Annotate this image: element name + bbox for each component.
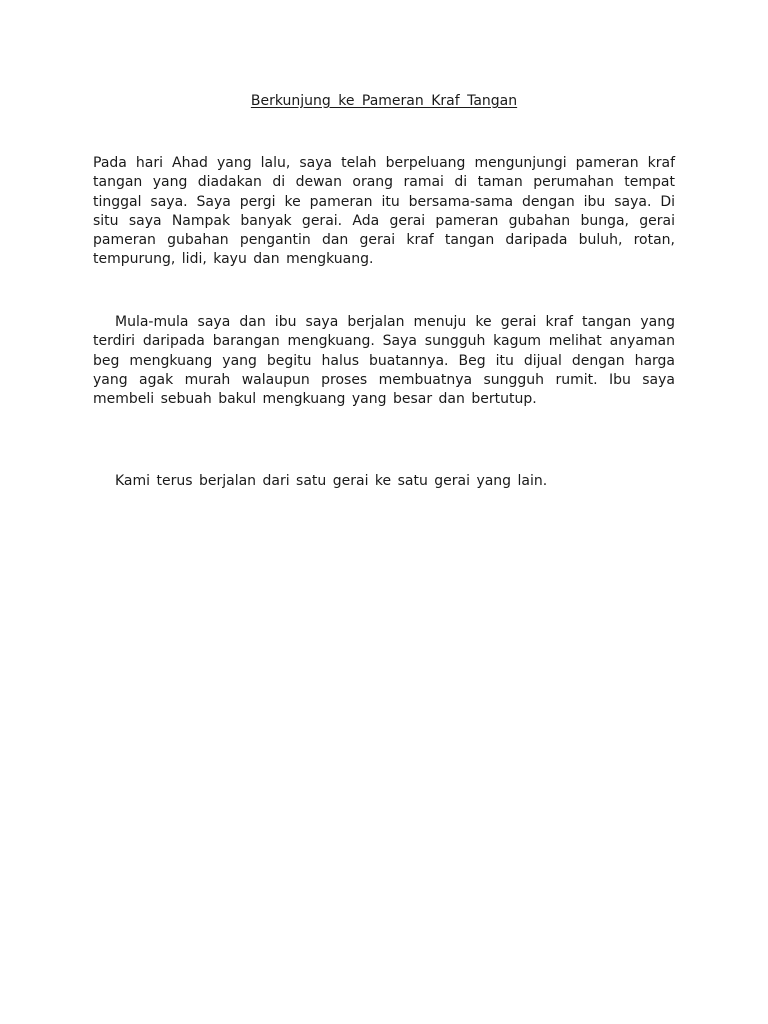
- paragraph-1: Pada hari Ahad yang lalu, saya telah berpeluang mengunjungi pameran kraf tangan yang diadakan di dewan orang ramai di taman perumahan tempat tinggal saya. Saya pergi ke pameran itu bersama-sama dengan ibu saya. Di situ saya Nampak banyak gerai. Ada gerai pameran gubahan bunga, gerai pameran gubahan pengantin dan gerai kraf tangan daripada buluh, rotan, tempurung, lidi, kayu dan mengkuang.: [93, 155, 675, 268]
- document-title: Berkunjung ke Pameran Kraf Tangan: [250, 93, 518, 109]
- document-title-row: [0, 92, 768, 111]
- paragraph-2: Mula-mula saya dan ibu saya berjalan menuju ke gerai kraf tangan yang terdiri daripada barangan mengkuang. Saya sungguh kagum melihat anyaman beg mengkuang yang begitu halus buatannya. Beg itu dijual dengan harga yang agak murah walaupun proses membuatnya sungguh rumit. Ibu saya membeli sebuah bakul mengkuang yang besar dan bertutup.: [93, 314, 675, 408]
- paragraph-3: Kami terus berjalan dari satu gerai ke satu gerai yang lain.: [115, 473, 548, 489]
